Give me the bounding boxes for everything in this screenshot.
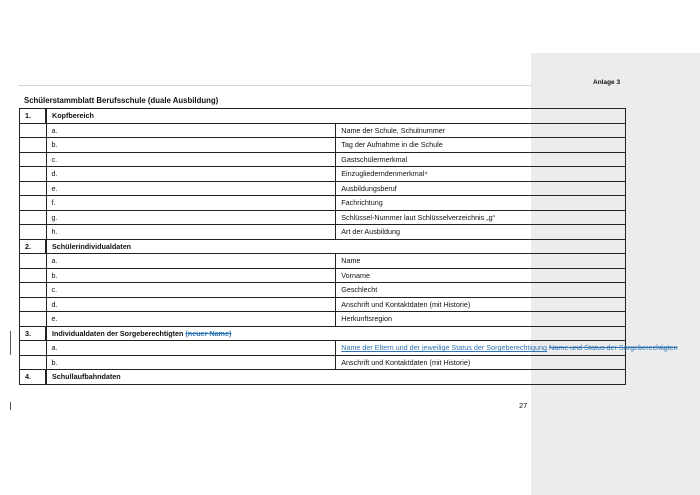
item-label: Fachrichtung bbox=[336, 196, 626, 211]
table-row bbox=[20, 123, 626, 138]
item-letter: e. bbox=[46, 181, 336, 196]
item-label: Art der Ausbildung bbox=[336, 225, 626, 240]
table-row-section-4 bbox=[20, 370, 626, 385]
section-label: Schülerindividualdaten bbox=[46, 239, 626, 254]
table-row bbox=[20, 181, 626, 196]
item-letter: a. bbox=[46, 341, 336, 356]
item-label: Geschlecht bbox=[336, 283, 626, 298]
change-bar bbox=[10, 402, 11, 410]
table-row bbox=[20, 355, 626, 370]
table-row bbox=[20, 167, 626, 182]
item-letter: f. bbox=[46, 196, 336, 211]
change-bar bbox=[10, 331, 11, 355]
item-label: Name bbox=[336, 254, 626, 269]
section-label bbox=[46, 326, 626, 341]
item-label bbox=[336, 341, 678, 356]
item-label: Anschrift und Kontaktdaten (mit Historie) bbox=[336, 355, 626, 370]
item-letter: d. bbox=[46, 167, 336, 182]
item-label: Gastschülermerkmal bbox=[336, 152, 626, 167]
item-letter: c. bbox=[46, 152, 336, 167]
document-title: Schülerstammblatt Berufsschule (duale Ausbildung) bbox=[24, 96, 219, 105]
table-row bbox=[20, 138, 626, 153]
data-table bbox=[19, 108, 678, 385]
item-letter: d. bbox=[46, 297, 336, 312]
item-letter: c. bbox=[46, 283, 336, 298]
inserted-text: Name der Eltern und der jeweilige Status der Sorgeberechtigung bbox=[341, 343, 548, 352]
table-row-section-2 bbox=[20, 239, 626, 254]
section-number: 4. bbox=[20, 370, 47, 385]
item-label: Name der Schule, Schulnummer bbox=[336, 123, 626, 138]
section-number: 3. bbox=[20, 326, 47, 341]
item-letter: a. bbox=[46, 254, 336, 269]
section-label-text: Individualdaten der Sorgeberechtigten bbox=[52, 328, 184, 338]
table-row-section-3 bbox=[20, 326, 626, 341]
item-letter: e. bbox=[46, 312, 336, 327]
annex-label: Anlage 3 bbox=[593, 79, 621, 86]
deleted-text: (neuer Name) bbox=[185, 328, 232, 338]
item-label: Tag der Aufnahme in die Schule bbox=[336, 138, 626, 153]
table-row bbox=[20, 152, 626, 167]
item-label: Herkunftsregion bbox=[336, 312, 626, 327]
section-label: Kopfbereich bbox=[46, 109, 626, 124]
item-letter: a. bbox=[46, 123, 336, 138]
section-number: 1. bbox=[20, 109, 47, 124]
table-row bbox=[20, 210, 626, 225]
item-label: Ausbildungsberuf bbox=[336, 181, 626, 196]
section-label: Schullaufbahndaten bbox=[46, 370, 626, 385]
table-row bbox=[20, 341, 626, 356]
table-row-section-1 bbox=[20, 109, 626, 124]
item-letter: b. bbox=[46, 138, 336, 153]
table-row bbox=[20, 254, 626, 269]
table-row bbox=[20, 312, 626, 327]
item-label: Vorname bbox=[336, 268, 626, 283]
page-number: 27 bbox=[519, 401, 528, 410]
header-rule bbox=[18, 85, 531, 86]
table-row bbox=[20, 268, 626, 283]
item-letter: b. bbox=[46, 268, 336, 283]
item-label: Schlüssel-Nummer laut Schlüsselverzeichnis „g“ bbox=[336, 210, 626, 225]
deleted-text: Name und Status der Sorgeberechtigten bbox=[549, 343, 678, 352]
item-letter: h. bbox=[46, 225, 336, 240]
table-row bbox=[20, 225, 626, 240]
item-letter: g. bbox=[46, 210, 336, 225]
section-number: 2. bbox=[20, 239, 47, 254]
table-row bbox=[20, 196, 626, 211]
table-row bbox=[20, 297, 626, 312]
item-label: Einzugliederndenmerkmal⁴ bbox=[336, 167, 626, 182]
item-letter: b. bbox=[46, 355, 336, 370]
table-row bbox=[20, 283, 626, 298]
item-label: Anschrift und Kontaktdaten (mit Historie) bbox=[336, 297, 626, 312]
